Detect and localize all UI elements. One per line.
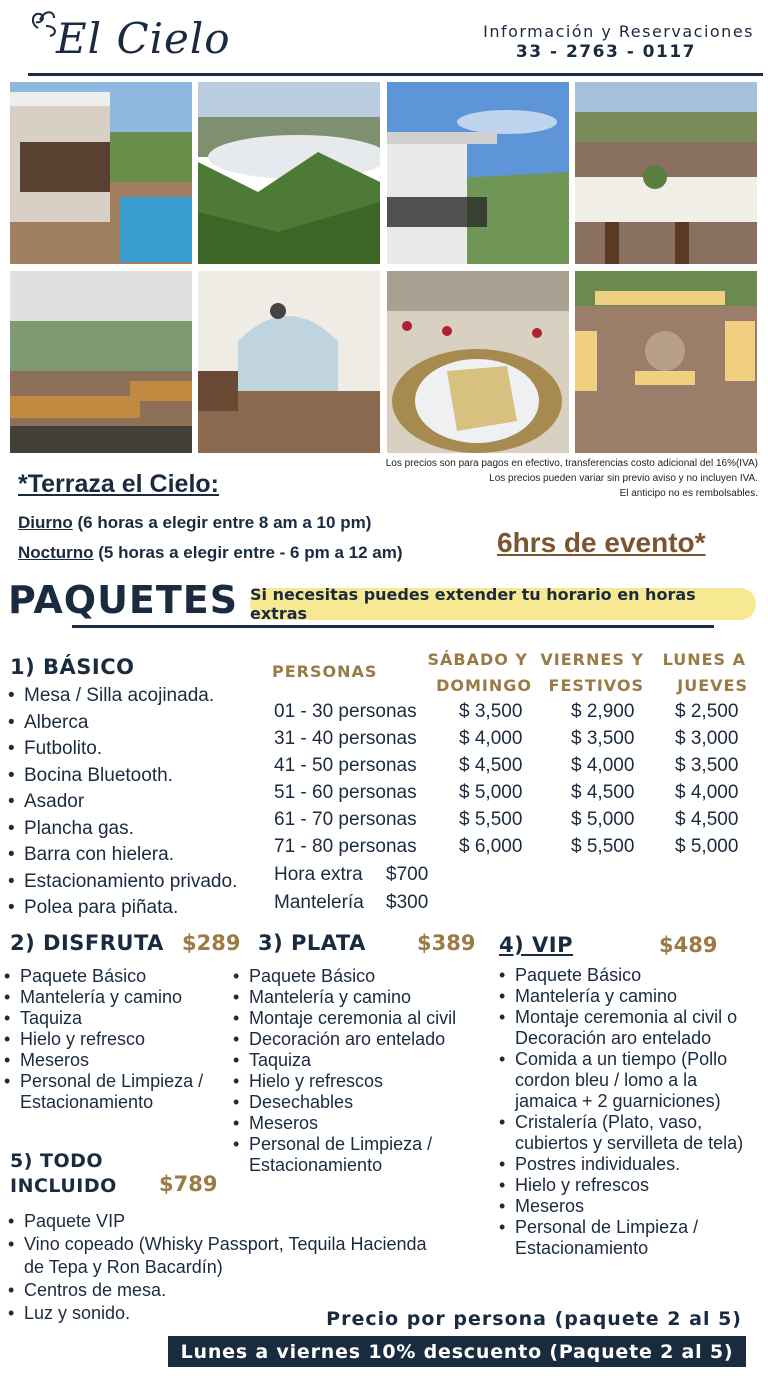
list-item: • Asador [8,789,237,816]
vip-title: 4) VIP [499,933,573,957]
list-item: • Desechables [233,1092,495,1113]
table-cell-lunes: $ 3,000 [675,728,739,749]
list-item: • Barra con hielera. [8,842,237,869]
table-cell-sabado: $ 3,500 [459,701,523,722]
todo-incluido-title-2: INCLUIDO [10,1175,117,1197]
list-item: • Paquete Básico [499,965,763,986]
col-personas: PERSONAS [272,662,378,681]
diurno-text: (6 horas a elegir entre 8 am a 10 pm) [72,513,372,532]
schedule-diurno [18,513,371,533]
list-item: • Meseros [499,1196,763,1217]
col-lunes-line1: LUNES A [662,650,746,669]
todo-incluido-title-1: 5) TODO [10,1150,104,1172]
indoor-hall-photo [198,271,380,453]
vip-list [499,965,763,1259]
canyon-mist-photo [198,82,380,264]
list-item: • Hielo y refrescos [499,1175,763,1196]
header-divider [28,73,763,76]
table-cell-viernes: $ 4,000 [571,755,635,776]
list-item: • Personal de Limpieza / Estacionamiento [4,1071,234,1113]
list-item: • Mantelería y camino [499,986,763,1007]
list-item: • Mesa / Silla acojinada. [8,683,237,710]
list-item: • Hielo y refrescos [233,1071,495,1092]
table-cell-viernes: $ 5,500 [571,836,635,857]
basico-list [8,683,237,922]
list-item: • Paquete Básico [233,966,495,987]
extra-hour-price: $700 [386,864,429,885]
col-sabado-line1: SÁBADO Y [427,650,528,669]
list-item: • Alberca [8,710,237,737]
table-cell-lunes: $ 4,500 [675,809,739,830]
list-item: • Taquiza [233,1050,495,1071]
table-cell-sabado: $ 4,000 [459,728,523,749]
list-item: • Montaje ceremonia al civil o Decoración aro entelado [499,1007,763,1049]
plata-title: 3) PLATA [258,931,366,955]
table-cell-sabado: $ 4,500 [459,755,523,776]
list-item: • Hielo y refresco [4,1029,234,1050]
list-item: • Mantelería y camino [4,987,234,1008]
note-prices: Los precios pueden variar sin previo aviso y no incluyen IVA. [489,473,758,484]
paquetes-title: PAQUETES [8,578,239,622]
table-cell-personas: 41 - 50 personas [274,755,417,776]
table-cell-personas: 71 - 80 personas [274,836,417,857]
pool-terrace-photo [10,82,192,264]
col-sabado-line2: DOMINGO [436,676,532,695]
table-cell-viernes: $ 3,500 [571,728,635,749]
price-per-person-note: Precio por persona (paquete 2 al 5) [326,1308,742,1330]
plate-napkin-photo [387,271,569,453]
event-hours: 6hrs de evento* [497,527,706,558]
linens-label: Mantelería [274,892,364,913]
schedule-nocturno [18,543,403,563]
col-viernes-line1: VIERNES Y [540,650,644,669]
table-cell-sabado: $ 5,000 [459,782,523,803]
phone-number[interactable]: 33 - 2763 - 0117 [515,42,696,62]
discount-banner: Lunes a viernes 10% descuento (Paquete 2 al 5) [168,1336,746,1367]
list-item: • Meseros [233,1113,495,1134]
linens-price: $300 [386,892,429,913]
list-item: • Vino copeado (Whisky Passport, Tequila Hacienda de Tepa y Ron Bacardín) [8,1233,428,1279]
table-cell-lunes: $ 2,500 [675,701,739,722]
list-item: • Meseros [4,1050,234,1071]
table-cell-sabado: $ 6,000 [459,836,523,857]
table-cell-lunes: $ 3,500 [675,755,739,776]
disfruta-price: $289 [182,931,241,955]
list-item: • Paquete Básico [4,966,234,987]
list-item: • Taquiza [4,1008,234,1029]
disfruta-title: 2) DISFRUTA [10,931,164,955]
list-item: • Montaje ceremonia al civil [233,1008,495,1029]
list-item: • Decoración aro entelado [233,1029,495,1050]
aerial-event-photo [575,271,757,453]
table-cell-personas: 01 - 30 personas [274,701,417,722]
list-item: • Personal de Limpieza / Estacionamiento [233,1134,495,1176]
list-item: • Comida a un tiempo (Pollo cordon bleu / lomo a la jamaica + 2 guarniciones) [499,1049,763,1112]
nocturno-text: (5 horas a elegir entre - 6 pm a 12 am) [93,543,403,562]
list-item: • Postres individuales. [499,1154,763,1175]
note-payment: Los precios son para pagos en efectivo, transferencias costo adicional del 16%(IVA) [385,458,758,469]
table-cell-personas: 61 - 70 personas [274,809,417,830]
list-item: • Luz y sonido. [8,1302,428,1325]
extend-hours-note: Si necesitas puedes extender tu horario en horas extras [250,588,756,620]
basico-title: 1) BÁSICO [10,655,135,679]
list-item: • Personal de Limpieza / Estacionamiento [499,1217,763,1259]
table-cell-lunes: $ 5,000 [675,836,739,857]
table-cell-lunes: $ 4,000 [675,782,739,803]
logo-text: El Cielo [56,14,231,63]
extra-hour-label: Hora extra [274,864,363,885]
table-cell-personas: 51 - 60 personas [274,782,417,803]
list-item: • Cristalería (Plato, vaso, cubiertos y servilleta de tela) [499,1112,763,1154]
table-setting-terrace-photo [575,82,757,264]
table-cell-viernes: $ 4,500 [571,782,635,803]
plata-list [233,966,495,1176]
disfruta-list [4,966,234,1113]
info-title: Información y Reservaciones [483,22,754,41]
note-deposit: El anticipo no es rembolsables. [619,488,758,499]
list-item: • Futbolito. [8,736,237,763]
venue-title: *Terraza el Cielo: [18,470,220,498]
balcony-view-photo [387,82,569,264]
paquetes-divider [72,625,714,628]
table-cell-personas: 31 - 40 personas [274,728,417,749]
list-item: • Polea para piñata. [8,895,237,922]
table-cell-viernes: $ 5,000 [571,809,635,830]
list-item: • Mantelería y camino [233,987,495,1008]
list-item: • Estacionamiento privado. [8,869,237,896]
covered-terrace-photo [10,271,192,453]
list-item: • Plancha gas. [8,816,237,843]
plata-price: $389 [417,931,476,955]
table-cell-sabado: $ 5,500 [459,809,523,830]
vip-price: $489 [659,933,718,957]
table-cell-viernes: $ 2,900 [571,701,635,722]
col-viernes-line2: FESTIVOS [548,676,644,695]
todo-incluido-price: $789 [159,1172,218,1196]
diurno-label: Diurno [18,513,73,532]
col-lunes-line2: JUEVES [677,676,748,695]
list-item: • Centros de mesa. [8,1279,428,1302]
list-item: • Paquete VIP [8,1210,428,1233]
list-item: • Bocina Bluetooth. [8,763,237,790]
nocturno-label: Nocturno [18,543,94,562]
